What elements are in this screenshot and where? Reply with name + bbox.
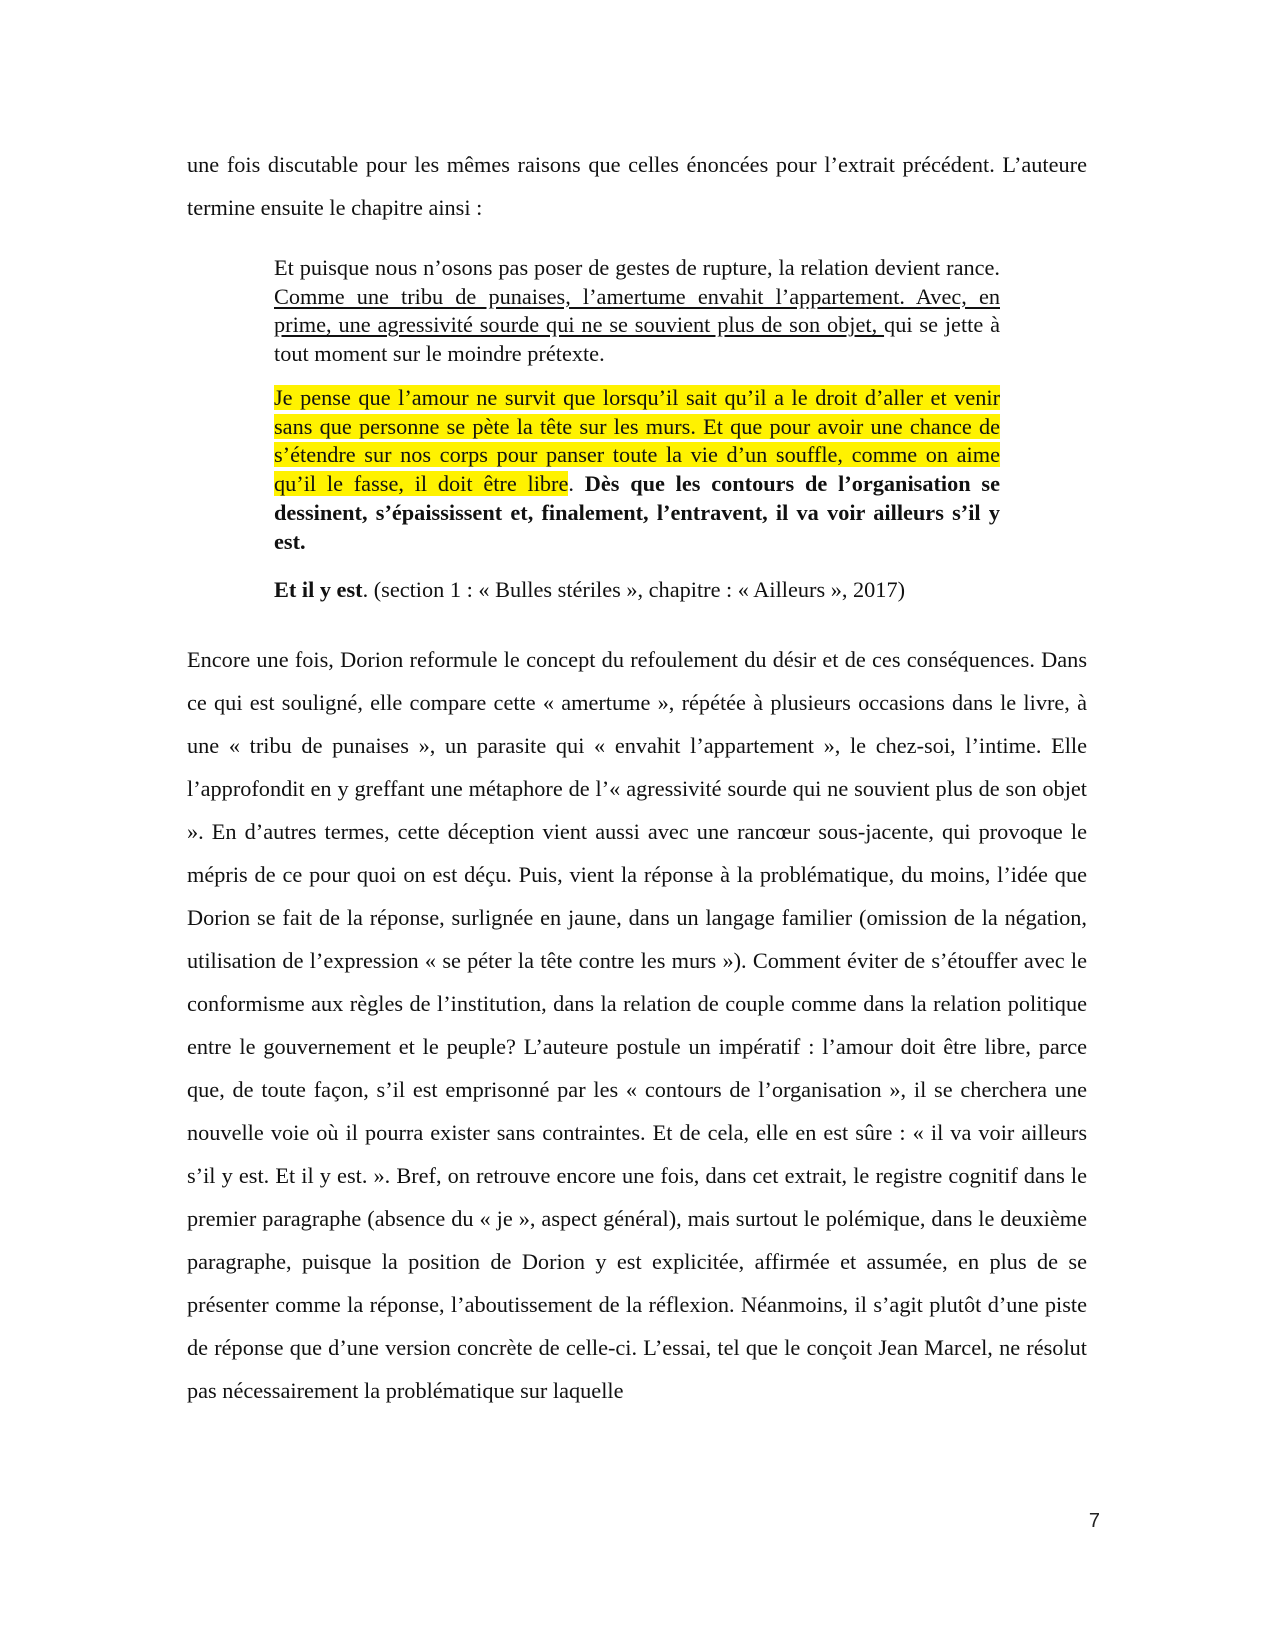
quote-final-bold: Et il y est bbox=[274, 577, 363, 602]
quote-text-highlighted: Je pense que l’amour ne survit que lorsqu’il sait qu’il a le droit d’aller et venir sans que personne se pète la tête sur les murs. Et que pour avoir une chance de s’étendre sur nos corps pour panser toute la vie d’un souffle, comme on aime qu’il le fasse, il doit être libre bbox=[274, 385, 1000, 497]
quote-text-bold: Dès que les contours de l’organisation se dessinent, s’épaississent et, finalement, l’entravent, il va voir ailleurs s’il y est. bbox=[274, 471, 1000, 554]
quote-text-underlined: Comme une tribu de punaises, l’amertume envahit l’appartement. Avec, en prime, une agressivité sourde qui ne se souvient plus de son objet, bbox=[274, 283, 1000, 338]
page-number: 7 bbox=[1088, 1510, 1100, 1532]
quote-citation-text: . (section 1 : « Bulles stériles », chapitre : « Ailleurs », 2017) bbox=[362, 577, 906, 602]
block-quote-paragraph-1 bbox=[274, 254, 1000, 369]
main-paragraph: Encore une fois, Dorion reformule le concept du refoulement du désir et de ces conséquences. Dans ce qui est souligné, elle compare cette « amertume », répétée à plusieurs occasions dans le livre, à une « tribu de punaises », un parasite qui « envahit l’appartement », le chez-soi, l’intime. Elle l’approfondit en y greffant une métaphore de l’« agressivité sourde qui ne souvient plus de son objet ». En d’autres termes, cette déception vient aussi avec une rancœur sous-jacente, qui provoque le mépris de ce pour quoi on est déçu. Puis, vient la réponse à la problématique, du moins, l’idée que Dorion se fait de la réponse, surlignée en jaune, dans un langage familier (omission de la négation, utilisation de l’expression « se péter la tête contre les murs »). Comment éviter de s’étouffer avec le conformisme aux règles de l’institution, dans la relation de couple comme dans la relation politique entre le gouvernement et le peuple? L’auteure postule un impératif : l’amour doit être libre, parce que, de toute façon, s’il est emprisonné par les « contours de l’organisation », il se cherchera une nouvelle voie où il pourra exister sans contraintes. Et de cela, elle en est sûre : « il va voir ailleurs s’il y est. Et il y est. ». Bref, on retrouve encore une fois, dans cet extrait, le registre cognitif dans le premier paragraphe (absence du « je », aspect général), mais surtout le polémique, dans le deuxième paragraphe, puisque la position de Dorion y est explicitée, affirmée et assumée, en plus de se présenter comme la réponse, l’aboutissement de la réflexion. Néanmoins, il s’agit plutôt d’une piste de réponse que d’une version concrète de celle-ci. L’essai, tel que le conçoit Jean Marcel, ne résolut pas nécessairement la problématique sur laquelle bbox=[187, 647, 1087, 1403]
block-quote-citation bbox=[274, 576, 1000, 605]
quote-text-plain-end: qui se jette à tout moment sur le moindre prétexte. bbox=[274, 312, 1000, 367]
block-quote-paragraph-2 bbox=[274, 384, 1000, 556]
quote-text-plain: Et puisque nous n’osons pas poser de gestes de rupture, la relation devient rance. bbox=[274, 255, 1000, 280]
intro-paragraph: une fois discutable pour les mêmes raisons que celles énoncées pour l’extrait précédent. L’auteure termine ensuite le chapitre ainsi : bbox=[187, 152, 1087, 220]
quote-period: . bbox=[568, 471, 585, 497]
